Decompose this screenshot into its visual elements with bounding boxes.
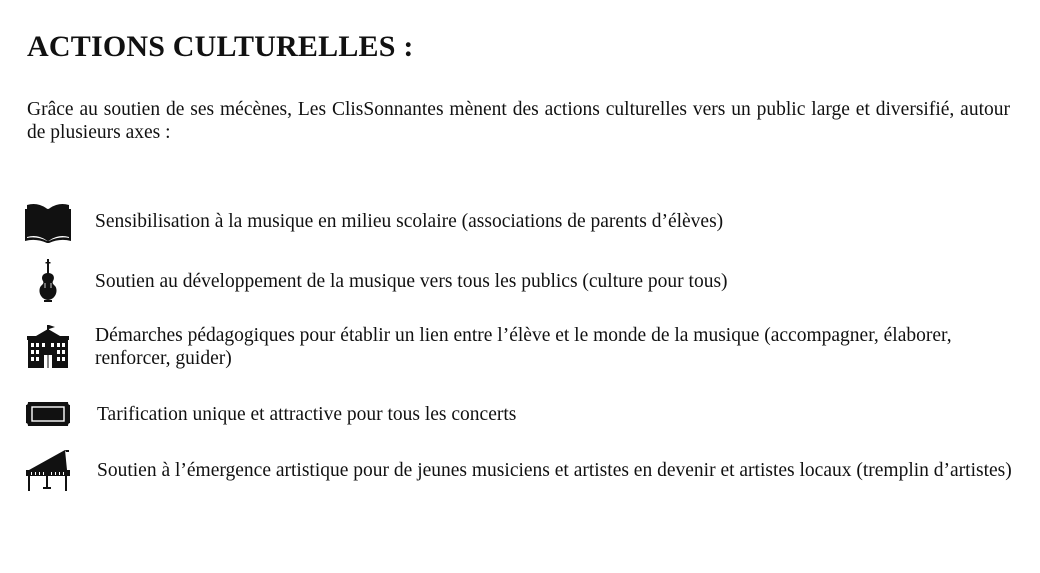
violin-icon <box>24 257 72 305</box>
school-building-icon <box>24 323 72 371</box>
axis-item-artistic-emergence <box>24 446 1014 494</box>
axis-text: Tarification unique et attractive pour tous les concerts <box>97 403 517 425</box>
axis-item-school-awareness <box>24 197 1014 245</box>
ticket-icon <box>24 390 72 438</box>
axis-item-music-for-all <box>24 257 1014 305</box>
grand-piano-icon <box>24 446 72 494</box>
intro-paragraph: Grâce au soutien de ses mécènes, Les ClisSonnantes mènent des actions culturelles vers un public large et diversifié, autour de plusieurs axes : <box>27 99 1010 143</box>
axis-text: Soutien au développement de la musique vers tous les publics (culture pour tous) <box>95 270 728 292</box>
axis-item-pedagogy <box>24 323 1014 371</box>
page-title: ACTIONS CULTURELLES : <box>27 30 414 63</box>
axis-item-pricing <box>24 390 1014 438</box>
axis-text: Soutien à l’émergence artistique pour de jeunes musiciens et artistes en devenir et artistes locaux (tremplin d’artistes) <box>97 459 1012 481</box>
axis-text: Sensibilisation à la musique en milieu scolaire (associations de parents d’élèves) <box>95 210 724 232</box>
open-book-icon <box>24 197 72 245</box>
axis-text: Démarches pédagogiques pour établir un lien entre l’élève et le monde de la musique (accompagner, élaborer, renforcer, guider) <box>95 325 952 369</box>
